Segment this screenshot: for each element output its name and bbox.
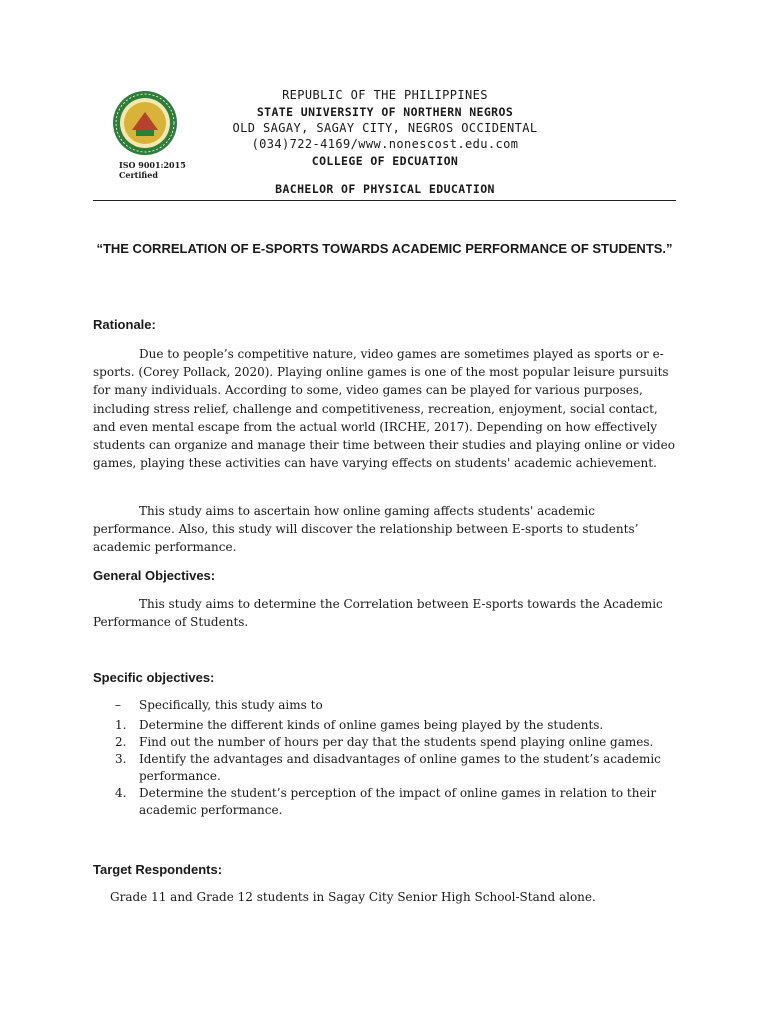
header-college: COLLEGE OF EDCUATION <box>311 154 459 168</box>
header-university: STATE UNIVERSITY OF NORTHERN NEGROS <box>256 105 514 119</box>
target-respondents-heading: Target Respondents: <box>93 862 223 877</box>
general-objectives-paragraph: This study aims to determine the Correlation between E-sports towards the Academic Performance of Students. <box>93 597 663 630</box>
header-address: OLD SAGAY, SAGAY CITY, NEGROS OCCIDENTAL <box>232 121 538 135</box>
rationale-paragraph-2: This study aims to ascertain how online gaming affects students' academic performance. Also, this study will discover the relationship between E-sports to students’ academic performance. <box>93 504 639 555</box>
document-title: “THE CORRELATION OF E-SPORTS TOWARDS ACADEMIC PERFORMANCE OF STUDENTS.” <box>96 241 673 256</box>
list-item <box>93 697 678 714</box>
list-item-text: Specifically, this study aims to <box>139 698 323 712</box>
list-marker: 2. <box>115 735 127 749</box>
list-marker: 3. <box>115 752 127 766</box>
general-objectives-heading: General Objectives: <box>93 568 216 583</box>
list-marker: – <box>115 698 121 712</box>
list-item <box>93 751 678 785</box>
rationale-paragraph-1: Due to people’s competitive nature, video games are sometimes played as sports or e-sports. (Corey Pollack, 2020). Playing online games is one of the most popular leisure pursuits for many individuals. According to some, video games can be played for various purposes, including stress relief, challenge and competitiveness, recreation, enjoyment, social contact, and even mental escape from the actual world (IRCHE, 2017). Depending on how effectively students can organize and manage their time between their studies and playing online or video games, playing these activities can have varying effects on students' academic achievement. <box>93 347 675 471</box>
list-item-text: Find out the number of hours per day that the students spend playing online games. <box>139 735 654 749</box>
iso-line: ISO 9001:2015 <box>119 160 186 170</box>
header-republic: REPUBLIC OF THE PHILIPPINES <box>282 88 488 102</box>
header-program: BACHELOR OF PHYSICAL EDUCATION <box>275 182 495 196</box>
specific-objectives-heading: Specific objectives: <box>93 670 215 685</box>
rationale-heading: Rationale: <box>93 317 156 332</box>
specific-objectives-list <box>93 697 678 819</box>
list-item <box>93 717 678 734</box>
list-item-text: Identify the advantages and disadvantages of online games to the student’s academic performance. <box>139 752 661 783</box>
header-contact: (034)722-4169/www.nonescost.edu.com <box>251 137 519 151</box>
list-item <box>93 785 678 819</box>
list-marker: 4. <box>115 786 127 800</box>
list-marker: 1. <box>115 718 127 732</box>
list-item-text: Determine the different kinds of online games being played by the students. <box>139 718 604 732</box>
university-seal-icon <box>112 90 178 156</box>
iso-certified: Certified <box>119 170 158 180</box>
list-item <box>93 734 678 751</box>
list-item-text: Determine the student’s perception of the impact of online games in relation to their academic performance. <box>139 786 657 817</box>
header-divider <box>93 200 676 201</box>
target-respondents-text: Grade 11 and Grade 12 students in Sagay City Senior High School-Stand alone. <box>110 890 596 904</box>
